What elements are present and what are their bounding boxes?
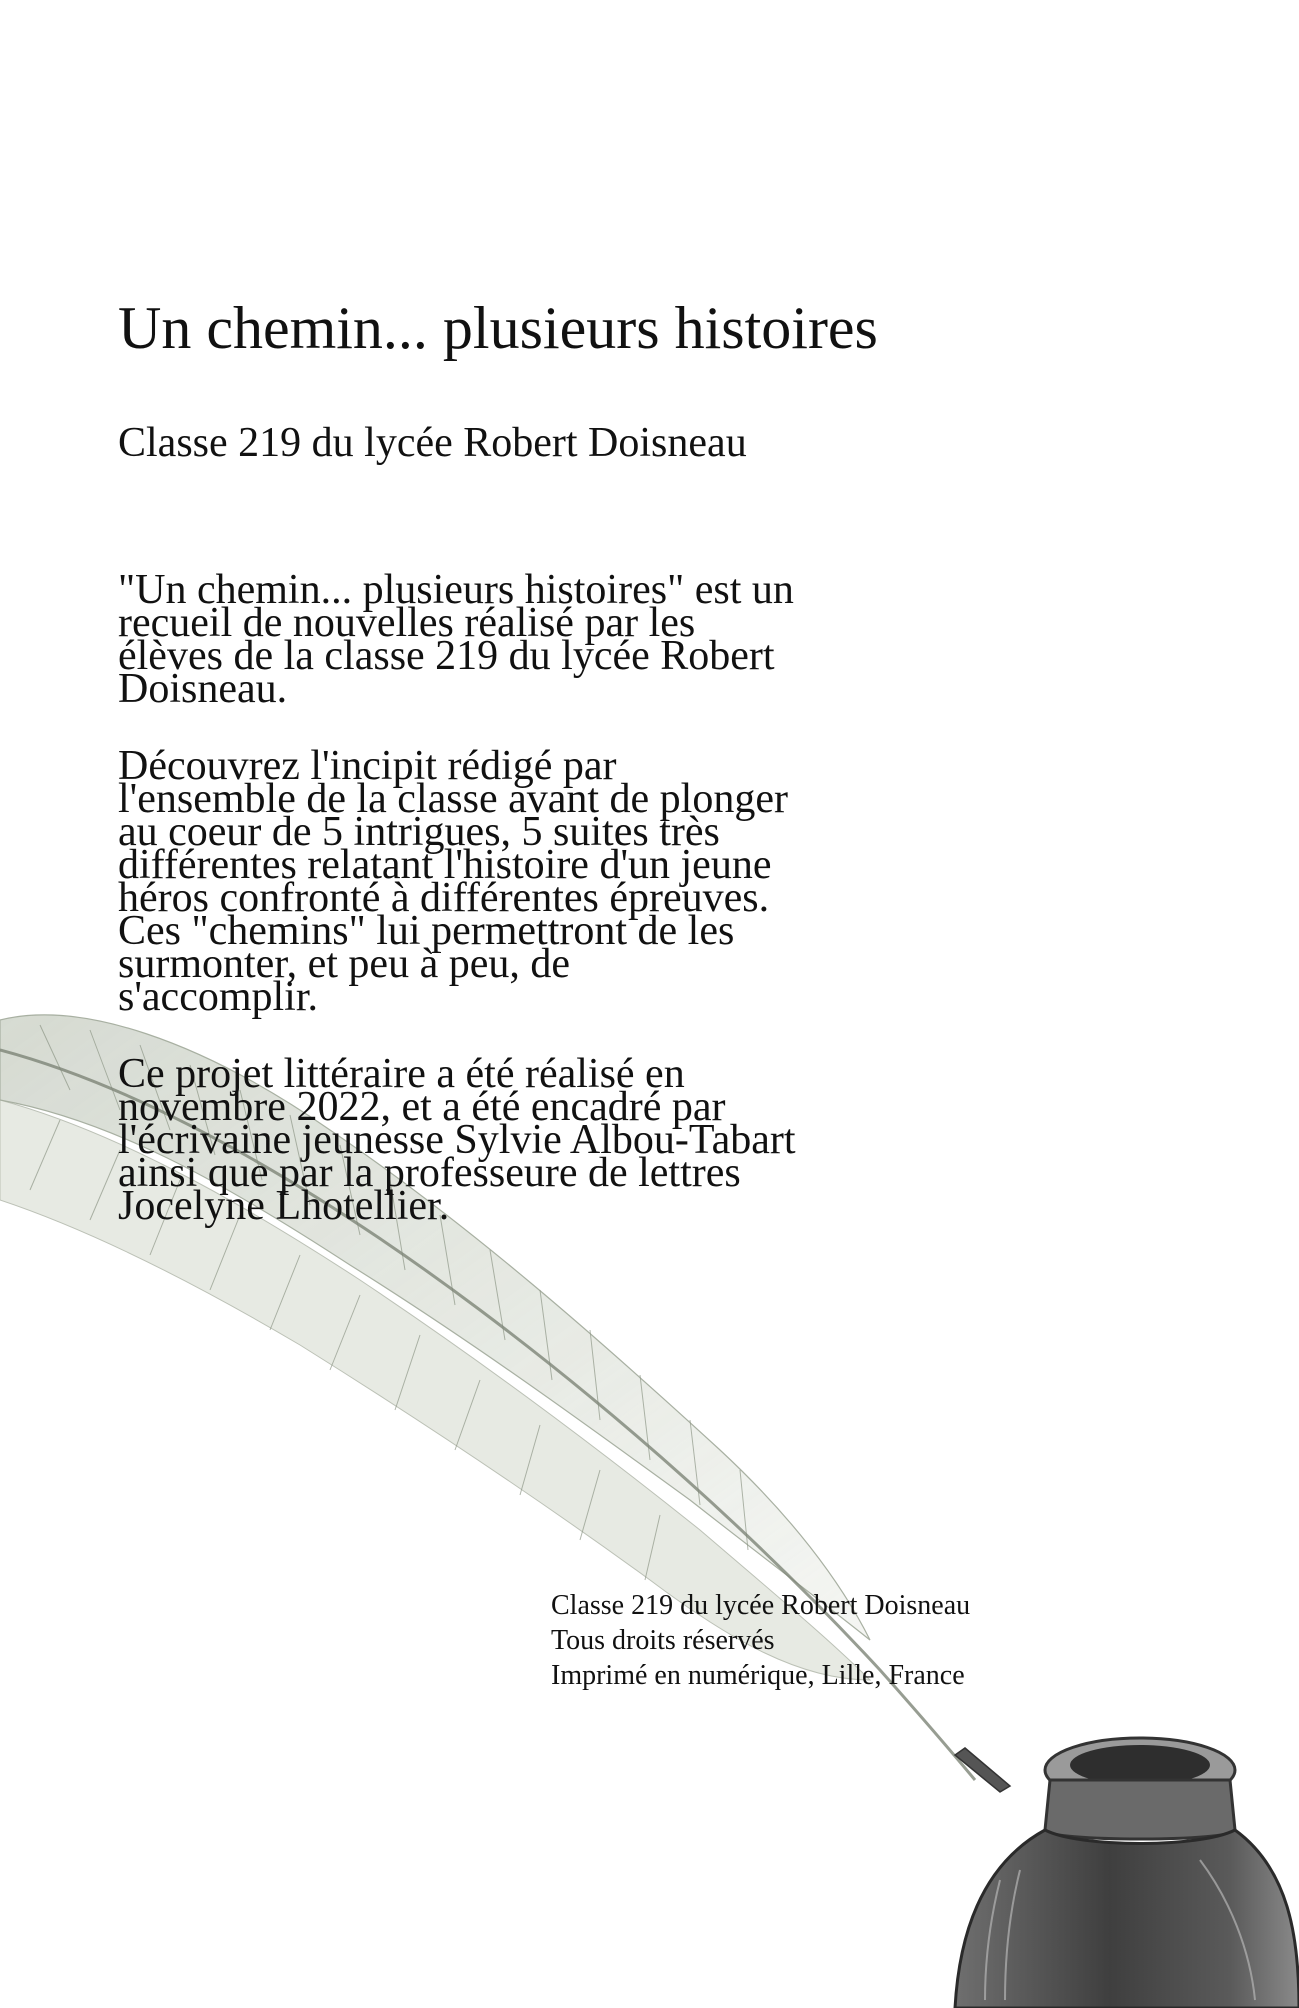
summary-paragraph: Découvrez l'incipit rédigé par l'ensemble de la classe avant de plonger au coeur de 5 intrigues, 5 suites très différentes relatant l'histoire d'un jeune héros confronté à différentes épreuves. Ces "chemins" lui permettront de les surmonter, et peu à peu, de s'accomplir. [118,743,788,1020]
colophon-printing: Imprimé en numérique, Lille, France [551,1660,965,1691]
inkwell-icon [955,1738,1299,2008]
colophon-rights: Tous droits réservés [551,1625,775,1656]
summary-text [118,567,978,1267]
book-title: Un chemin... plusieurs histoires [118,295,878,361]
colophon [551,1588,970,1693]
colophon-publisher: Classe 219 du lycée Robert Doisneau [551,1590,971,1621]
summary-paragraph: "Un chemin... plusieurs histoires" est un recueil de nouvelles réalisé par les élèves de la classe 219 du lycée Robert Doisneau. [118,567,794,712]
summary-paragraph: Ce projet littéraire a été réalisé en novembre 2022, et a été encadré par l'écrivaine jeunesse Sylvie Albou-Tabart ainsi que par la professeure de lettres Jocelyne Lhotellier. [118,1051,796,1229]
book-subtitle: Classe 219 du lycée Robert Doisneau [118,420,747,466]
